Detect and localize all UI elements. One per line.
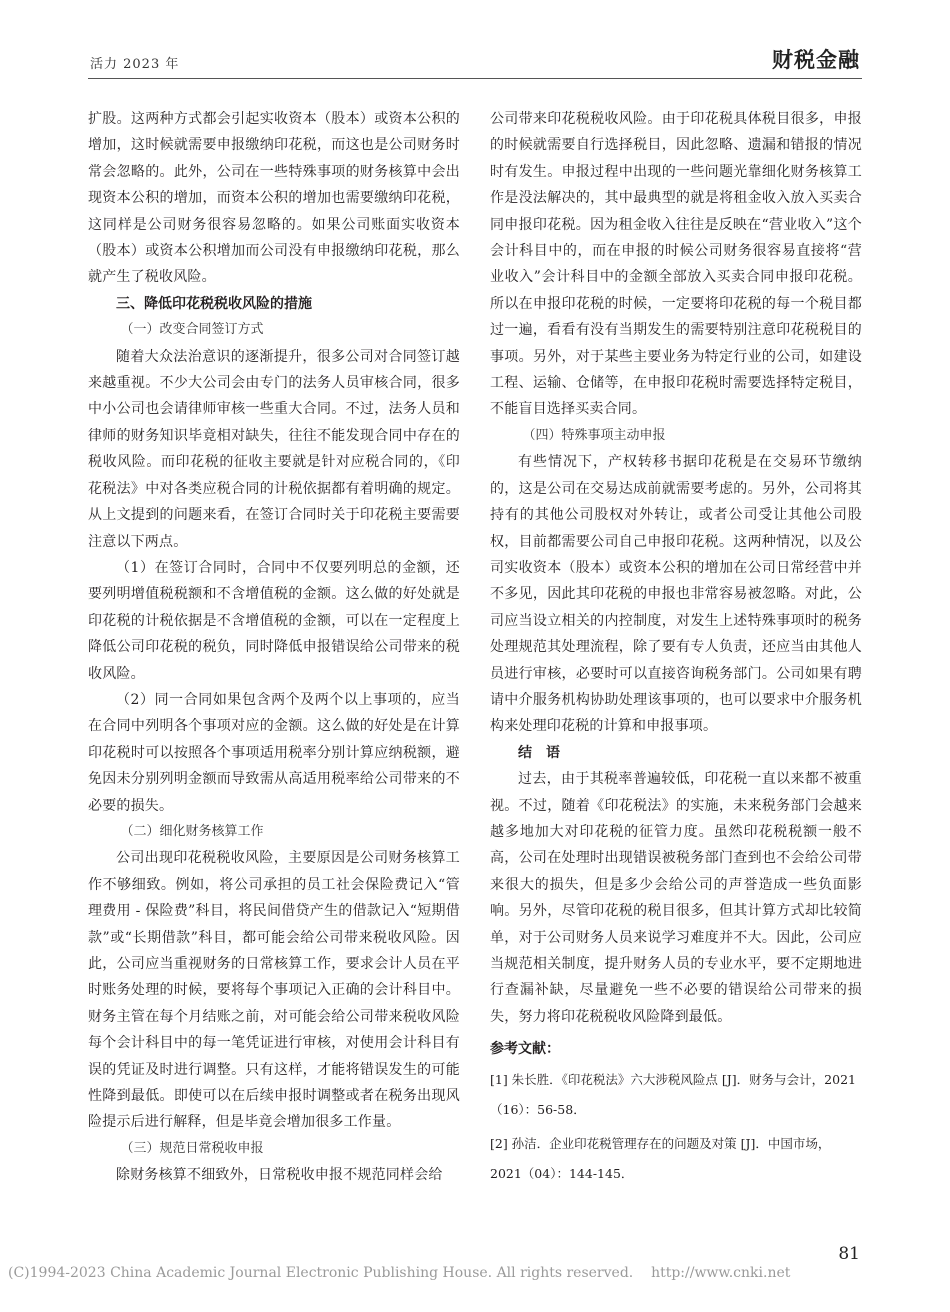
right-column [490,106,862,1193]
references-heading: 参考文献： [490,1041,560,1058]
reference-item: [2] 孙洁．企业印花税管理存在的问题及对策 [J]．中国市场，2021（04）：144-145． [490,1135,831,1181]
paragraph: 除财务核算不细致外，日常税收申报不规范同样会给 [116,1167,443,1184]
page-number: 81 [838,1244,860,1264]
paragraph: 扩股。这两种方式都会引起实收资本（股本）或资本公积的增加，这时候就需要申报缴纳印花税，而这也是公司财务时常会忽略的。此外，公司在一些特殊事项的财务核算中会出现资本公积的增加，而资本公积的增加也需要缴纳印花税，这同样是公司财务很容易忽略的。如果公司账面实收资本（股本）或资本公积增加而公司没有申报缴纳印花税，那么就产生了税收风险。 [88,111,460,286]
section-heading: 三、降低印花税税收风险的措施 [116,295,312,312]
copyright-text: (C)1994-2023 China Academic Journal Electronic Publishing House. All rights reserved. [8,1265,634,1281]
subsection-heading: （四）特殊事项主动申报 [522,427,666,443]
cnki-link[interactable]: http://www.cnki.net [651,1265,791,1281]
paragraph: 随着大众法治意识的逐渐提升，很多公司对合同签订越来越重视。不少大公司会由专门的法务人员审核合同，很多中小公司也会请律师审核一些重大合同。不过，法务人员和律师的财务知识毕竟相对缺失，往往不能发现合同中存在的税收风险。而印花税的征收主要就是针对应税合同的，《印花税法》中对各类应税合同的计税依据都有着明确的规定。从上文提到的问题来看，在签订合同时关于印花税主要需要注意以下两点。 [88,348,460,550]
paragraph: （2）同一合同如果包含两个及两个以上事项的，应当在合同中列明各个事项对应的金额。这么做的好处是在计算印花税时可以按照各个事项适用税率分别计算应纳税额，避免因未分别列明金额而导致需从高适用税率给公司带来的不必要的损失。 [88,691,460,814]
paragraph: 公司带来印花税税收风险。由于印花税具体税目很多，申报的时候就需要自行选择税目，因此忽略、遗漏和错报的情况时有发生。申报过程中出现的一些问题光靠细化财务核算工作是没法解决的，其中最典型的就是将租金收入放入买卖合同申报印花税。因为租金收入往往是反映在“营业收入”这个会计科目中的，而在申报的时候公司财务很容易直接将“营业收入”会计科目中的金额全部放入买卖合同申报印花税。所以在申报印花税的时候，一定要将印花税的每一个税目都过一遍，看看有没有当期发生的需要特别注意印花税税目的事项。另外，对于某些主要业务为特定行业的公司，如建设工程、运输、仓储等，在申报印花税时需要选择特定税目，不能盲目选择买卖合同。 [490,111,862,418]
subsection-heading: （一）改变合同签订方式 [120,322,264,338]
paragraph: 有些情况下，产权转移书据印花税是在交易环节缴纳的，这是公司在交易达成前就需要考虑的。另外，公司将其持有的其他公司股权对外转让，或者公司受让其他公司股权，目前都需要公司自己申报印花税。这两种情况，以及公司实收资本（股本）或资本公积的增加在公司日常经营中并不多见，因此其印花税的申报也非常容易被忽略。对此，公司应当设立相关的内控制度，对发生上述特殊事项时的税务处理规范其处理流程，除了要有专人负责，还应当由其他人员进行审核，必要时可以直接咨询税务部门。公司如果有聘请中介服务机构协助处理该事项的，也可以要求中介服务机构来处理印花税的计算和申报事项。 [490,454,862,735]
subsection-heading: （二）细化财务核算工作 [120,823,264,839]
conclusion-heading: 结 语 [518,744,560,761]
reference-item: [1] 朱长胜．《印花税法》六大涉税风险点 [J]．财务与会计，2021（16）：56-58． [490,1071,856,1117]
subsection-heading: （三）规范日常税收申报 [120,1140,264,1156]
paragraph: 过去，由于其税率普遍较低，印花税一直以来都不被重视。不过，随着《印花税法》的实施，未来税务部门会越来越多地加大对印花税的征管力度。虽然印花税税额一般不高，公司在处理时出现错误被税务部门查到也不会给公司带来很大的损失，但是多少会给公司的声誉造成一些负面影响。另外，尽管印花税的税目很多，但其计算方式却比较简单，对于公司财务人员来说学习难度并不大。因此，公司应当规范相关制度，提升财务人员的专业水平，要不定期地进行查漏补缺，尽量避免一些不必要的错误给公司带来的损失，努力将印花税税收风险降到最低。 [490,771,862,1025]
paragraph: （1）在签订合同时，合同中不仅要列明总的金额，还要列明增值税税额和不含增值税的金额。这么做的好处就是印花税的计税依据是不含增值税的金额，可以在一定程度上降低公司印花税的税负，同时降低申报错误给公司带来的税收风险。 [88,559,460,682]
header-divider [88,78,862,79]
journal-name: 活力 2023 年 [90,57,180,72]
left-column [88,106,460,1189]
section-title: 财税金融 [772,48,860,72]
footer [8,1265,790,1281]
paragraph: 公司出现印花税税收风险，主要原因是公司财务核算工作不够细致。例如，将公司承担的员工社会保险费记入“管理费用 - 保险费”科目，将民间借贷产生的借款记入“短期借款”或“长期借款”科目，都可能会给公司带来税收风险。因此，公司应当重视财务的日常核算工作，要求会计人员在平时账务处理的时候，要将每个事项记入正确的会计科目中。财务主管在每个月结账之前，对可能会给公司带来税收风险每个会计科目中的每一笔凭证进行审核，对使用会计科目有误的凭证及时进行调整。只有这样，才能将错误发生的可能性降到最低。即使可以在后续申报时调整或者在税务出现风险提示后进行解释，但是毕竟会增加很多工作量。 [88,850,460,1131]
